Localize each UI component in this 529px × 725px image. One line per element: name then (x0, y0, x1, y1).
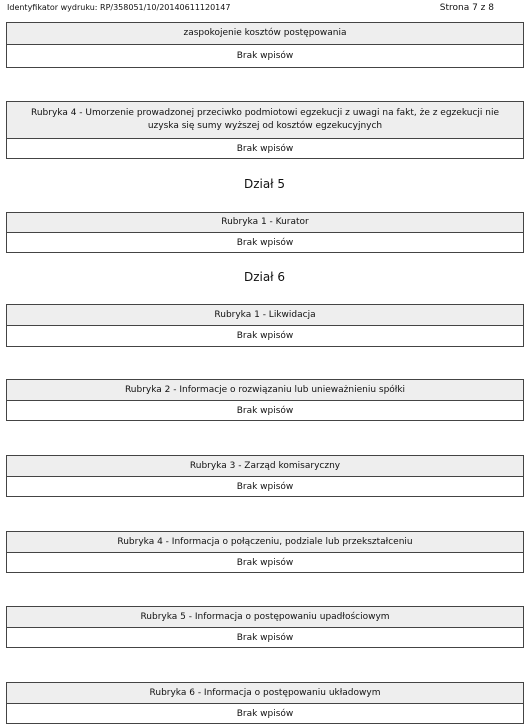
rubric-title: Rubryka 2 - Informacje o rozwiązaniu lub unieważnieniu spółki (7, 380, 523, 401)
rubric-title: Rubryka 5 - Informacja o postępowaniu upadłościowym (7, 607, 523, 628)
rubric-table (6, 304, 524, 347)
section-title: Dział 5 (243, 177, 286, 191)
rubric-entry: Brak wpisów (236, 331, 294, 341)
rubric-table (6, 212, 524, 253)
rubric-title: zaspokojenie kosztów postępowania (7, 23, 523, 45)
rubric-table (6, 455, 524, 497)
print-identifier: Identyfikator wydruku: RP/358051/10/20140611120147 (7, 3, 231, 12)
rubric-title: Rubryka 3 - Zarząd komisaryczny (7, 456, 523, 477)
rubric-entry: Brak wpisów (236, 557, 294, 568)
rubric-title: Rubryka 6 - Informacja o postępowaniu układowym (7, 683, 523, 704)
rubric-entry: Brak wpisów (236, 237, 294, 248)
rubric-entry: Brak wpisów (236, 481, 294, 492)
rubric-table (6, 682, 524, 724)
rubric-table (6, 531, 524, 573)
rubric-title: Rubryka 1 - Kurator (7, 213, 523, 233)
rubric-entry: Brak wpisów (236, 143, 294, 154)
rubric-table (6, 606, 524, 648)
rubric-table (6, 101, 524, 159)
rubric-title: Rubryka 4 - Umorzenie prowadzonej przeciwko podmiotowi egzekucji z uwagi na fakt, że z egzekucji nie uzyska się sumy wyższej od kosztów egzekucyjnych (7, 102, 523, 139)
rubric-title: Rubryka 1 - Likwidacja (7, 305, 523, 326)
rubric-entry: Brak wpisów (236, 632, 294, 643)
rubric-title: Rubryka 4 - Informacja o połączeniu, podziale lub przekształceniu (7, 532, 523, 553)
section-title: Dział 6 (243, 270, 286, 284)
rubric-entry: Brak wpisów (236, 708, 294, 719)
page-number: Strona 7 z 8 (439, 3, 494, 13)
rubric-table (6, 22, 524, 68)
rubric-entry: Brak wpisów (236, 51, 294, 61)
rubric-entry: Brak wpisów (236, 405, 294, 416)
rubric-table (6, 379, 524, 421)
